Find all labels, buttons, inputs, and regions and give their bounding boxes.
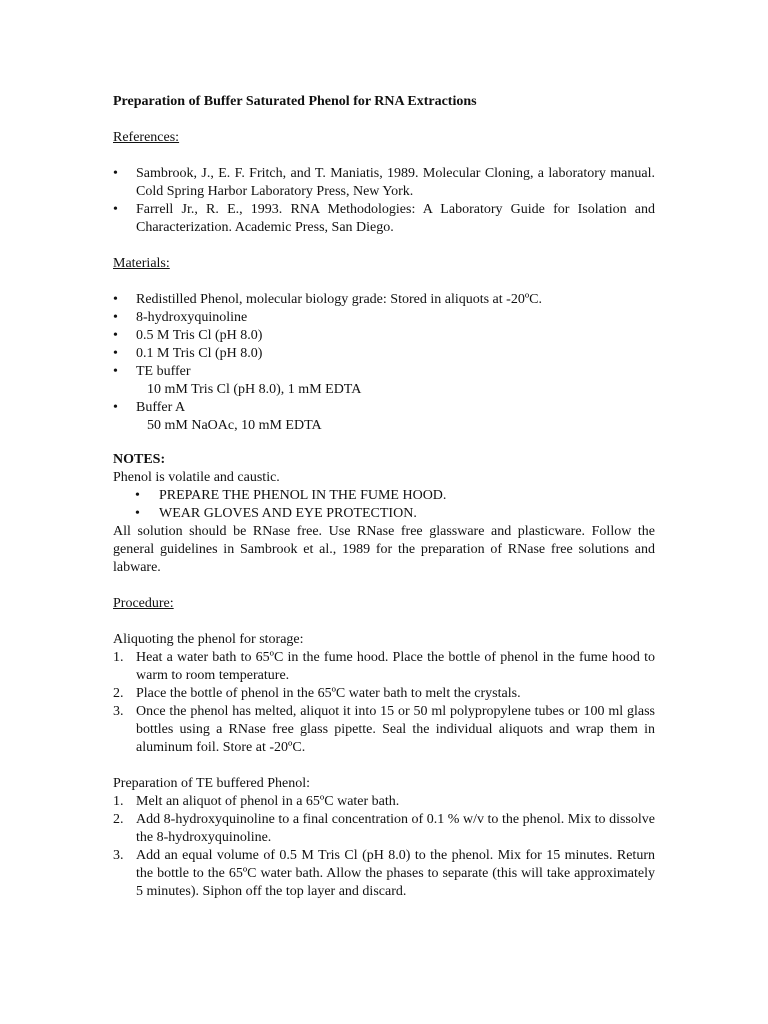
document-title: Preparation of Buffer Saturated Phenol for RNA Extractions	[113, 94, 477, 109]
procedure-step: 2. Place the bottle of phenol in the 65ºC water bath to melt the crystals.	[113, 686, 521, 701]
notes-body: All solution should be RNase free. Use RNase free glassware and plasticware. Follow the general guidelines in Sambrook et al., 1989 for the preparation of RNase free solutions and labware.	[113, 524, 655, 575]
material-item	[113, 309, 655, 327]
procedure-step: 3. Add an equal volume of 0.5 M Tris Cl (pH 8.0) to the phenol. Mix for 15 minutes. Return the bottle to the 65ºC water bath. Allow the phases to separate (this will take approximately 5 minutes). Siphon off the top layer and discard.	[113, 848, 655, 899]
material-subtext: 10 mM Tris Cl (pH 8.0), 1 mM EDTA	[147, 382, 362, 397]
reference-item: • Sambrook, J., E. F. Fritch, and T. Maniatis, 1989. Molecular Cloning, a laboratory manual. Cold Spring Harbor Laboratory Press, New York.	[113, 165, 655, 201]
material-text: Redistilled Phenol, molecular biology grade: Stored in aliquots at -20ºC.	[136, 292, 542, 307]
material-item	[113, 291, 655, 309]
material-item	[113, 345, 655, 363]
procedure-step: 2. Add 8-hydroxyquinoline to a final concentration of 0.1 % w/v to the phenol. Mix to dissolve the 8-hydroxyquinoline.	[113, 812, 655, 845]
notes-intro: Phenol is volatile and caustic.	[113, 470, 280, 485]
note-item: • PREPARE THE PHENOL IN THE FUME HOOD.	[135, 487, 655, 505]
material-text: 0.1 M Tris Cl (pH 8.0)	[136, 346, 263, 361]
materials-list	[113, 291, 655, 435]
reference-item: • Farrell Jr., R. E., 1993. RNA Methodologies: A Laboratory Guide for Isolation and Characterization. Academic Press, San Diego.	[113, 201, 655, 237]
spacer	[113, 435, 655, 451]
procedure-section-title: Aliquoting the phenol for storage:	[113, 632, 304, 647]
step-text: Place the bottle of phenol in the 65ºC water bath to melt the crystals.	[136, 686, 521, 701]
references-heading: References:	[113, 130, 180, 145]
material-text: • Buffer A	[136, 400, 186, 415]
material-text: 8-hydroxyquinoline	[136, 310, 248, 325]
step-text: Add 8-hydroxyquinoline to a final concentration of 0.1 % w/v to the phenol. Mix to dissolve the 8-hydroxyquinoline.	[136, 812, 655, 845]
material-item	[113, 399, 655, 435]
material-text: • TE buffer	[136, 364, 191, 379]
step-text: Melt an aliquot of phenol in a 65ºC water bath.	[136, 794, 400, 809]
procedure-step: 1. Heat a water bath to 65ºC in the fume hood. Place the bottle of phenol in the fume hood to warm to room temperature.	[113, 650, 655, 683]
document-body	[113, 93, 655, 901]
procedure-step: 1. Melt an aliquot of phenol in a 65ºC water bath.	[113, 794, 400, 809]
materials-heading: Materials:	[113, 256, 170, 271]
procedure-step: 3. Once the phenol has melted, aliquot it into 15 or 50 ml polypropylene tubes or 100 ml glass bottles using a RNase free glass pipette. Seal the individual aliquots and wrap them in aluminum foil. Store at -20ºC.	[113, 704, 655, 755]
spacer	[113, 757, 655, 775]
procedure-heading: Procedure:	[113, 596, 174, 611]
material-item	[113, 327, 655, 345]
references-list	[113, 165, 655, 237]
step-text: Once the phenol has melted, aliquot it into 15 or 50 ml polypropylene tubes or 100 ml glass bottles using a RNase free glass pipette. Seal the individual aliquots and wrap them in aluminum foil. Store at -20ºC.	[136, 704, 655, 755]
step-text: Heat a water bath to 65ºC in the fume hood. Place the bottle of phenol in the fume hood to warm to room temperature.	[136, 650, 655, 683]
procedure-steps	[113, 793, 655, 901]
material-text: 0.5 M Tris Cl (pH 8.0)	[136, 328, 263, 343]
material-subtext: 50 mM NaOAc, 10 mM EDTA	[147, 418, 322, 433]
notes-list	[113, 487, 655, 523]
procedure-section-title: Preparation of TE buffered Phenol:	[113, 776, 310, 791]
procedure-steps	[113, 649, 655, 757]
material-item	[113, 363, 655, 399]
notes-heading: NOTES:	[113, 452, 166, 467]
note-item: • WEAR GLOVES AND EYE PROTECTION.	[135, 505, 655, 523]
step-text: Add an equal volume of 0.5 M Tris Cl (pH 8.0) to the phenol. Mix for 15 minutes. Return the bottle to the 65ºC water bath. Allow the phases to separate (this will take approximately 5 minutes). Siphon off the top layer and discard.	[136, 848, 655, 899]
